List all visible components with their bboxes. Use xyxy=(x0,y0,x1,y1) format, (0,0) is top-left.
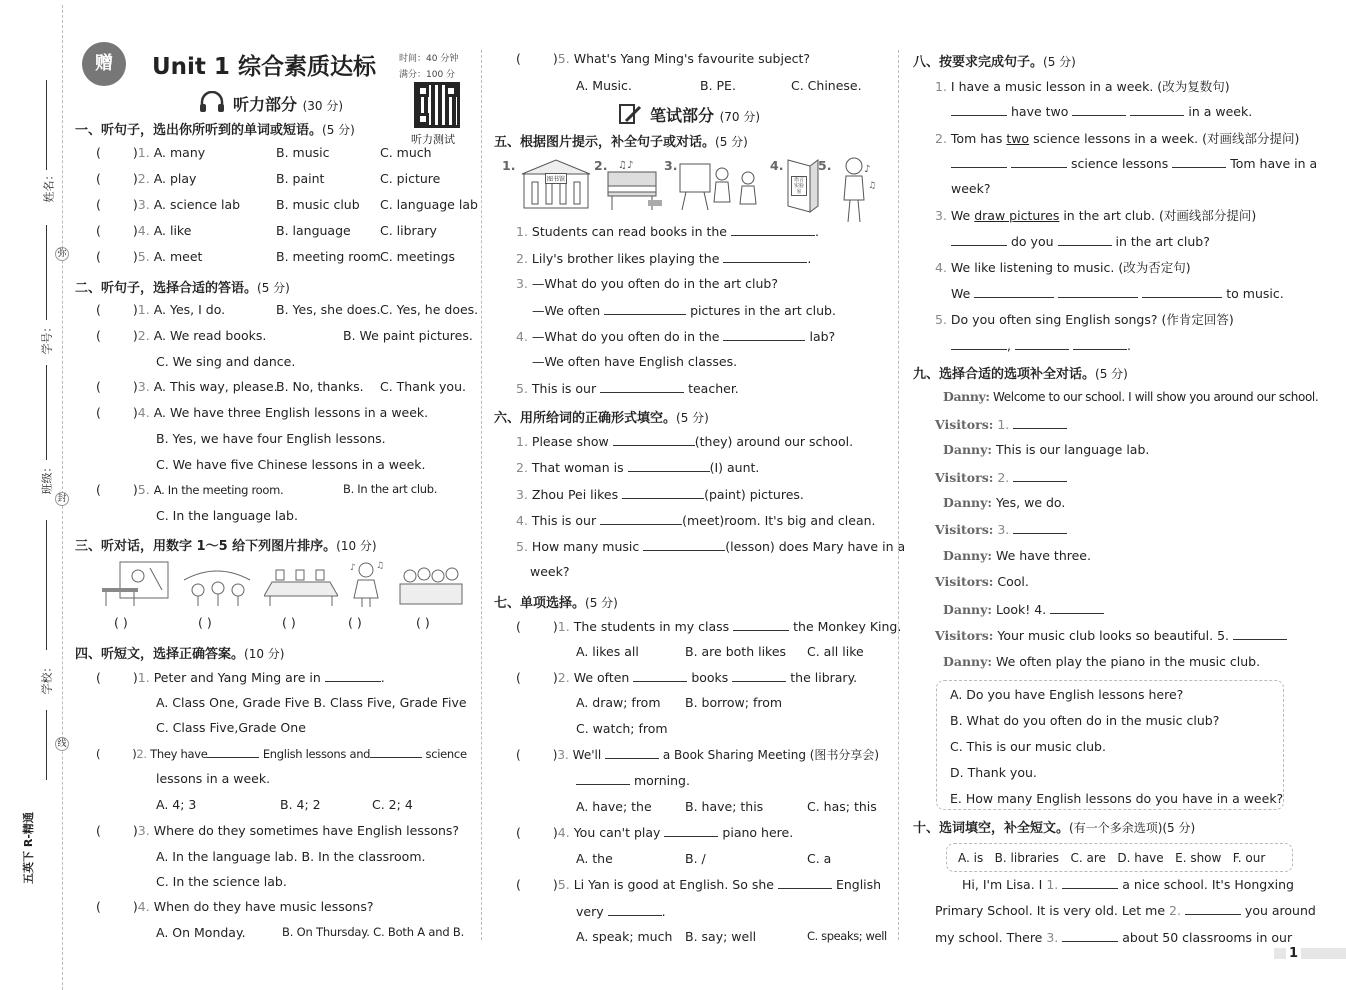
s6-l2: 2. That woman is (I) aunt. xyxy=(516,460,760,475)
s6-l5-cont: week? xyxy=(530,564,570,579)
s9-opt-a: A. Do you have English lessons here? xyxy=(950,687,1184,702)
s3-paren-1: ( ) xyxy=(114,615,128,630)
name-label: 姓名： xyxy=(42,169,56,203)
class-label: 班级： xyxy=(40,461,54,495)
listening-title: 听力部分 (30 分) xyxy=(233,95,344,114)
section-1-title: 一、听句子，选出你所听到的单词或短语。(5 分) xyxy=(75,123,355,138)
s8-l4-ans: We to music. xyxy=(951,286,1284,301)
s8-l5-ans: , . xyxy=(951,337,1131,353)
dialogue-line: Danny: This is our language lab. xyxy=(943,442,1150,457)
qr-code[interactable] xyxy=(414,82,460,128)
page-number: 1 xyxy=(1286,946,1301,961)
gift-badge: 赠 xyxy=(82,42,126,86)
dialogue-line: Danny: We have three. xyxy=(943,548,1091,563)
section-5-title: 五、根据图片提示，补全句子或对话。(5 分) xyxy=(494,135,748,150)
s8-l5: 5. Do you often sing English songs? (作肯定回答) xyxy=(935,312,1234,327)
section-2-title: 二、听句子，选择合适的答语。(5 分) xyxy=(75,281,290,296)
section-7-title: 七、单项选择。(5 分) xyxy=(494,596,618,611)
dialogue-line: Visitors: 1. xyxy=(935,416,1067,432)
section-8-title: 八、按要求完成句子。(5 分) xyxy=(913,55,1076,70)
s3-paren-2: ( ) xyxy=(198,615,212,630)
s10-p2: Primary School. It is very old. Let me 2. you around xyxy=(935,903,1316,918)
dialogue-line: Visitors: 3. xyxy=(935,521,1067,537)
s7-q1-c: C. all like xyxy=(807,644,864,659)
s4-q3-ab: A. In the language lab. B. In the classroom. xyxy=(156,849,426,864)
brand-label: 五英下 R-精通 xyxy=(21,812,35,884)
s8-l1: 1. I have a music lesson in a week. (改为复数句) xyxy=(935,79,1230,94)
s7-q4-b: B. / xyxy=(685,851,706,866)
s6-l1: 1. Please show (they) around our school. xyxy=(516,434,854,449)
s5-l3b: —We often pictures in the art club. xyxy=(532,303,836,318)
s2-q2-c: C. We sing and dance. xyxy=(156,354,296,369)
s10-p3: my school. There 3. about 50 classrooms in our xyxy=(935,930,1293,945)
s4-q2-a: A. 4; 3 xyxy=(156,797,197,812)
s4-q5-c: C. Chinese. xyxy=(791,78,862,93)
exam-time: 时间：40 分钟 xyxy=(399,54,459,64)
dialogue-line: Danny: Yes, we do. xyxy=(943,495,1066,510)
s7-q1-b: B. are both likes xyxy=(685,644,787,659)
s5-l2: 2. Lily's brother likes playing the . xyxy=(516,251,812,266)
s3-paren-4: ( ) xyxy=(348,615,362,630)
s4-q4-a: A. On Monday. xyxy=(156,925,246,940)
svg-text:♪: ♪ xyxy=(864,164,871,175)
s8-l3: 3. We draw pictures in the art club. (对画线部分提问) xyxy=(935,208,1257,223)
dialogue-line: Danny: We often play the piano in the music club. xyxy=(943,654,1261,669)
s4-q1-c: C. Class Five,Grade One xyxy=(156,720,306,735)
s2-q4-b: B. Yes, we have four English lessons. xyxy=(156,431,386,446)
s7-q3-c: C. has; this xyxy=(807,799,877,814)
s8-l4: 4. We like listening to music. (改为否定句) xyxy=(935,260,1191,275)
headphone-icon xyxy=(199,91,225,113)
s4-q2-c: C. 2; 4 xyxy=(372,797,413,812)
s2-q3: ( )3. A. This way, please. B. No, thanks. C. Thank you. xyxy=(96,379,466,394)
dialogue-line: Danny: Look! 4. xyxy=(943,601,1104,617)
xian-seal: 线 xyxy=(55,737,69,751)
s5-l4: 4. —What do you often do in the lab? xyxy=(516,329,836,344)
s4-q2-b: B. 4; 2 xyxy=(280,797,321,812)
language-lab-door-picture: 语言实验室 xyxy=(784,156,820,214)
section-9-title: 九、选择合适的选项补全对话。(5 分) xyxy=(913,367,1128,382)
music-class-picture xyxy=(180,560,254,608)
s7-q5-cont: very . xyxy=(576,904,666,919)
section-6-title: 六、用所给词的正确形式填空。(5 分) xyxy=(494,411,709,426)
qr-label: 听力测试 xyxy=(411,133,455,146)
svg-text:♫: ♫ xyxy=(376,561,384,571)
feng-seal: 封 xyxy=(55,492,69,506)
s7-q5-c: C. speaks; well xyxy=(807,929,887,943)
s9-opt-e: E. How many English lessons do you have in a week? xyxy=(950,791,1284,806)
s7-q3: ( )3. We'll a Book Sharing Meeting (图书分享会) xyxy=(516,748,880,762)
meeting-room-picture xyxy=(264,560,338,608)
s7-q5: ( )5. Li Yan is good at English. So she English xyxy=(516,877,882,892)
writing-title: 笔试部分 (70 分) xyxy=(650,106,761,125)
s2-q5-c: C. In the language lab. xyxy=(156,508,298,523)
s3-paren-5: ( ) xyxy=(416,615,430,630)
svg-text:♪: ♪ xyxy=(350,563,356,573)
s4-q1: ( )1. Peter and Yang Ming are in . xyxy=(96,670,385,685)
s9-opt-d: D. Thank you. xyxy=(950,765,1037,780)
s10-p1: Hi, I'm Lisa. I 1. a nice school. It's Hongxing xyxy=(962,877,1294,892)
dialogue-line: Visitors: 2. xyxy=(935,469,1067,485)
s7-q3-b: B. have; this xyxy=(685,799,764,814)
s7-q5-b: B. say; well xyxy=(685,929,757,944)
s5-l1: 1. Students can read books in the . xyxy=(516,224,819,239)
list-item: ( )3. A. science lab B. music club C. language lab xyxy=(96,197,478,212)
s2-q1: ( )1. A. Yes, I do. B. Yes, she does. C. Yes, he does. xyxy=(96,302,479,317)
page-number-bar xyxy=(1274,948,1346,959)
s4-q5-a: A. Music. xyxy=(576,78,632,93)
s7-q4: ( )4. You can't play piano here. xyxy=(516,825,794,840)
s9-opt-c: C. This is our music club. xyxy=(950,739,1106,754)
s6-l5: 5. How many music (lesson) does Mary have in a xyxy=(516,539,906,554)
s7-q1-a: A. likes all xyxy=(576,644,639,659)
teacher-picture xyxy=(834,154,878,224)
section-4-title: 四、听短文，选择正确答案。(10 分) xyxy=(75,647,285,662)
s4-q5: ( )5. What's Yang Ming's favourite subject? xyxy=(516,51,811,66)
s9-opt-b: B. What do you often do in the music club? xyxy=(950,713,1220,728)
pencil-icon xyxy=(618,103,642,125)
s7-q3-cont: morning. xyxy=(576,772,690,788)
s8-l2-cont: week? xyxy=(951,181,991,196)
school-label: 学校： xyxy=(40,661,54,695)
painting-picture xyxy=(676,158,772,212)
s8-l1-ans: have two in a week. xyxy=(951,103,1252,119)
s5-l3: 3. —What do you often do in the art club? xyxy=(516,276,778,291)
mi-seal: 弥 xyxy=(55,247,69,261)
s8-l2-ans: science lessons Tom have in a xyxy=(951,155,1317,171)
list-item: ( )1. A. many B. music C. much xyxy=(96,145,432,160)
dialogue-line: Visitors: Your music club looks so beautiful. 5. xyxy=(935,627,1287,643)
s7-q2: ( )2. We often books the library. xyxy=(516,670,858,685)
dialogue-line: Danny: Welcome to our school. I will show you around our school. xyxy=(943,389,1319,404)
s2-q4: ( )4. A. We have three English lessons in a week. xyxy=(96,405,429,420)
svg-text:♫♪: ♫♪ xyxy=(618,160,634,171)
s4-q3: ( )3. Where do they sometimes have English lessons? xyxy=(96,823,460,838)
s7-q4-a: A. the xyxy=(576,851,613,866)
list-item: ( )5. A. meet B. meeting room C. meetings xyxy=(96,249,455,264)
s7-q3-a: A. have; the xyxy=(576,799,652,814)
s10-options: A. is B. libraries C. are D. have E. show F. our xyxy=(958,851,1266,865)
s7-q4-c: C. a xyxy=(807,851,832,866)
s4-q5-b: B. PE. xyxy=(700,78,736,93)
piano-picture xyxy=(604,158,666,212)
s6-l3: 3. Zhou Pei likes (paint) pictures. xyxy=(516,487,804,502)
page-title: Unit 1 综合素质达标 xyxy=(152,54,376,80)
s6-l4: 4. This is our (meet)room. It's big and clean. xyxy=(516,513,876,528)
s2-q4-c: C. We have five Chinese lessons in a week. xyxy=(156,457,426,472)
s8-l2: 2. Tom has two science lessons in a week. (对画线部分提问) xyxy=(935,131,1300,146)
exam-score: 满分：100 分 xyxy=(399,70,456,80)
s4-q1-ab: A. Class One, Grade Five B. Class Five, Grade Five xyxy=(156,695,467,710)
s4-q3-c: C. In the science lab. xyxy=(156,874,287,889)
s8-l3-ans: do you in the art club? xyxy=(951,233,1210,249)
id-label: 学号： xyxy=(40,321,54,355)
s7-q2-b: B. borrow; from xyxy=(685,695,783,710)
section-3-title: 三、听对话，用数字 1～5 给下列图片排序。(10 分) xyxy=(75,539,377,554)
s7-q1: ( )1. The students in my class the Monkey King. xyxy=(516,619,902,634)
s4-q2-cont: lessons in a week. xyxy=(156,771,271,786)
section-10-title: 十、选词填空，补全短文。(有一个多余选项)(5 分) xyxy=(913,821,1196,836)
s5-l5: 5. This is our teacher. xyxy=(516,381,739,396)
s5-l4b: —We often have English classes. xyxy=(532,354,738,369)
dialogue-line: Visitors: Cool. xyxy=(935,574,1029,589)
s3-paren-3: ( ) xyxy=(282,615,296,630)
singing-girl-picture xyxy=(348,560,384,608)
s2-q2: ( )2. A. We read books. B. We paint pictures. xyxy=(96,328,473,343)
language-lab-picture xyxy=(398,560,464,608)
s7-q2-c: C. watch; from xyxy=(576,721,668,736)
s7-q5-a: A. speak; much xyxy=(576,929,673,944)
s4-q2: ( )2. They have English lessons and science xyxy=(96,747,467,761)
svg-text:♫: ♫ xyxy=(868,181,877,191)
list-item: ( )2. A. play B. paint C. picture xyxy=(96,171,441,186)
library-picture: 图书馆 xyxy=(518,158,594,212)
s7-q2-a: A. draw; from xyxy=(576,695,661,710)
s4-q4-bc: B. On Thursday. C. Both A and B. xyxy=(282,925,465,939)
s2-q5: ( )5. A. In the meeting room. B. In the art club. xyxy=(96,482,438,497)
list-item: ( )4. A. like B. language C. library xyxy=(96,223,437,238)
science-lab-picture xyxy=(98,560,172,608)
s4-q4: ( )4. When do they have music lessons? xyxy=(96,899,374,914)
